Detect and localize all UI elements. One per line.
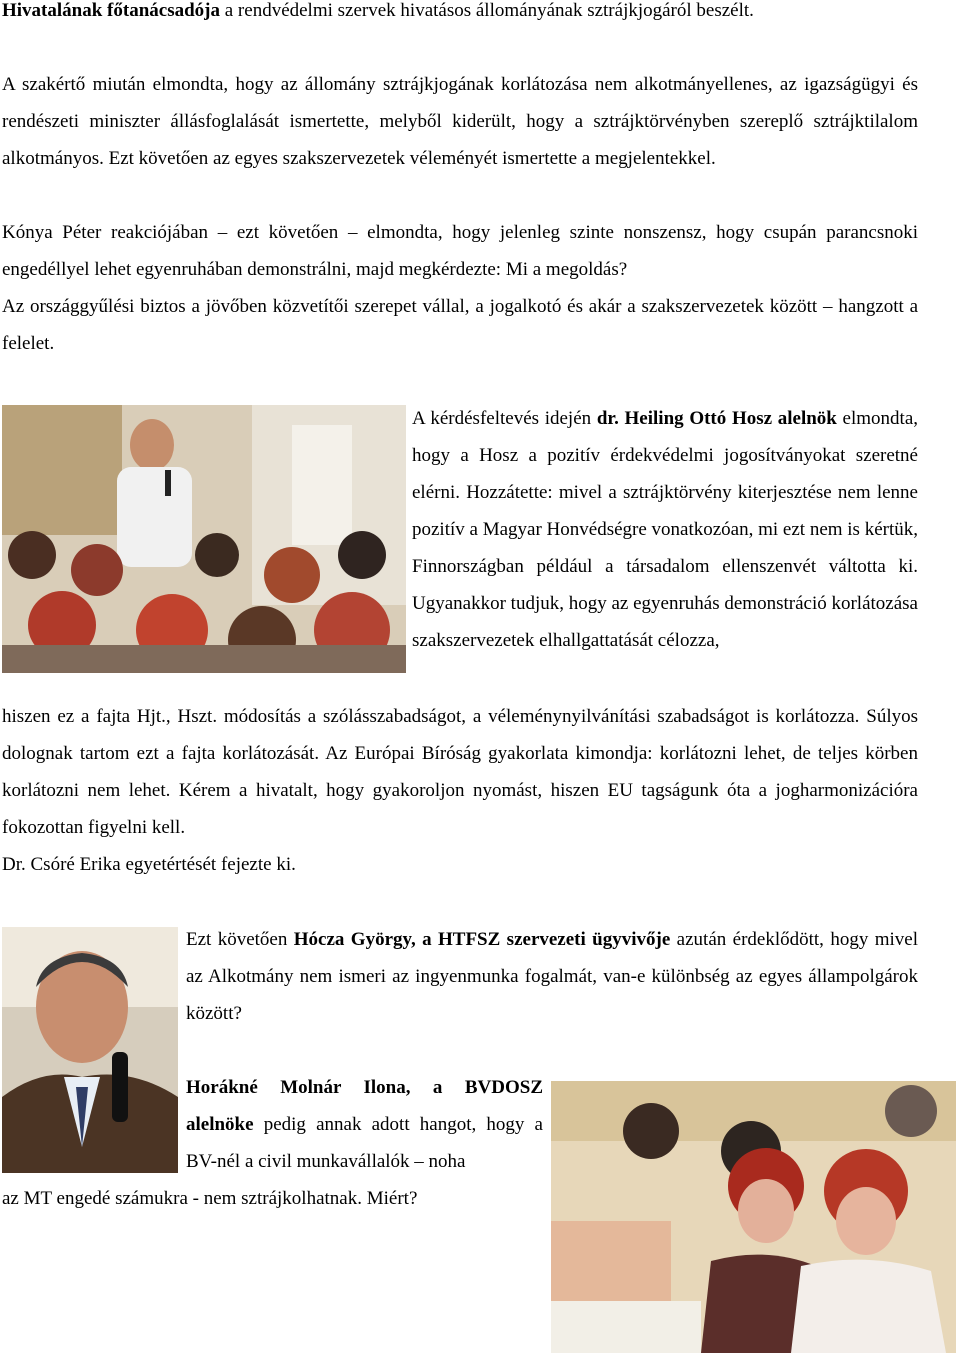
paragraph-csore: Dr. Csóré Erika egyetértését fejezte ki. [2, 854, 296, 875]
heiling-intro: A kérdésfeltevés idején [412, 408, 597, 429]
paragraph-heiling-full: hiszen ez a fajta Hjt., Hszt. módosítás a szólásszabadságot, a véleménynyilvánítási szabadságot is korlátozza. Súlyos dolognak tartom ezt a fajta korlátozását. Az Európai Bíróság gyakorlata kimondja: korlátozni lehet, de teljes körben korlátozni nem lehet. Kérem a hivatalt, hogy gyakoroljon nyomást, hiszen EU tagságunk óta a jogharmonizációra fokozottan figyelni kell. [2, 706, 918, 838]
paragraph-horakne-end: az MT engedé számukra - nem sztrájkolhatnak. Miért? [2, 1188, 418, 1209]
heiling-text: elmondta, hogy a Hosz a pozitív érdekvédelmi jogosítványokat szeretné elérni. Hozzátette: mivel a sztrájktörvény kiterjesztése nem lenne pozitív a Magyar Honvédségre vonatkozóan, mi ezt nem is kértük, Finnországban például a társadalom ellenszenvét váltotta ki. Ugyanakkor tudjuk, hogy az egyenruhás demonstráció korlátozása szakszervezetek elhallgattatását célozza, [412, 408, 918, 651]
paragraph-hocza [186, 921, 918, 1032]
paragraph-intro [2, 0, 918, 29]
audience-photo [2, 405, 406, 673]
hocza-text: azután érdeklődött, hogy mivel az Alkotmány nem ismeri az ingyenmunka fogalmát, van-e különbség az egyes állampolgárok között? [186, 929, 918, 1024]
paragraph-heiling-wrapped [412, 400, 918, 659]
intro-bold: Hivatalának főtanácsadója [2, 0, 220, 21]
paragraph-expert: A szakértő miután elmondta, hogy az állomány sztrájkjogának korlátozása nem alkotmányellenes, az igazságügyi és rendészeti miniszter állásfoglalását ismertette, melyből kiderült, hogy a sztrájktörvényben szereplő sztrájktilalom alkotmányos. Ezt követően az egyes szakszervezetek véleményét ismertette a megjelentekkel. [2, 74, 918, 169]
paragraph-konya: Kónya Péter reakciójában – ezt követően – elmondta, hogy jelenleg szinte nonszensz, hogy csupán parancsnoki engedéllyel lehet egyenruhában demonstrálni, majd megkérdezte: Mi a megoldás? [2, 222, 918, 280]
seated-audience-photo [551, 1081, 956, 1353]
heiling-name: dr. Heiling Ottó Hosz alelnök [596, 408, 837, 429]
horakne-name: Horákné Molnár Ilona, a BVDOSZ alelnöke [186, 1077, 543, 1135]
paragraph-ombudsman: Az országgyűlési biztos a jövőben közvetítői szerepet vállal, a jogalkotó és akár a szakszervezetek között – hangzott a felelet. [2, 296, 918, 354]
horakne-text: pedig annak adott hangot, hogy a BV-nél a civil munkavállalók – noha [186, 1114, 543, 1172]
paragraph-horakne-wrapped [186, 1069, 543, 1180]
hocza-name: Hócza György, a HTFSZ szervezeti ügyvivője [293, 929, 671, 950]
hocza-portrait-photo [2, 927, 178, 1173]
intro-text: a rendvédelmi szervek hivatásos állományának sztrájkjogáról beszélt. [220, 0, 754, 21]
hocza-intro: Ezt követően [186, 929, 294, 950]
